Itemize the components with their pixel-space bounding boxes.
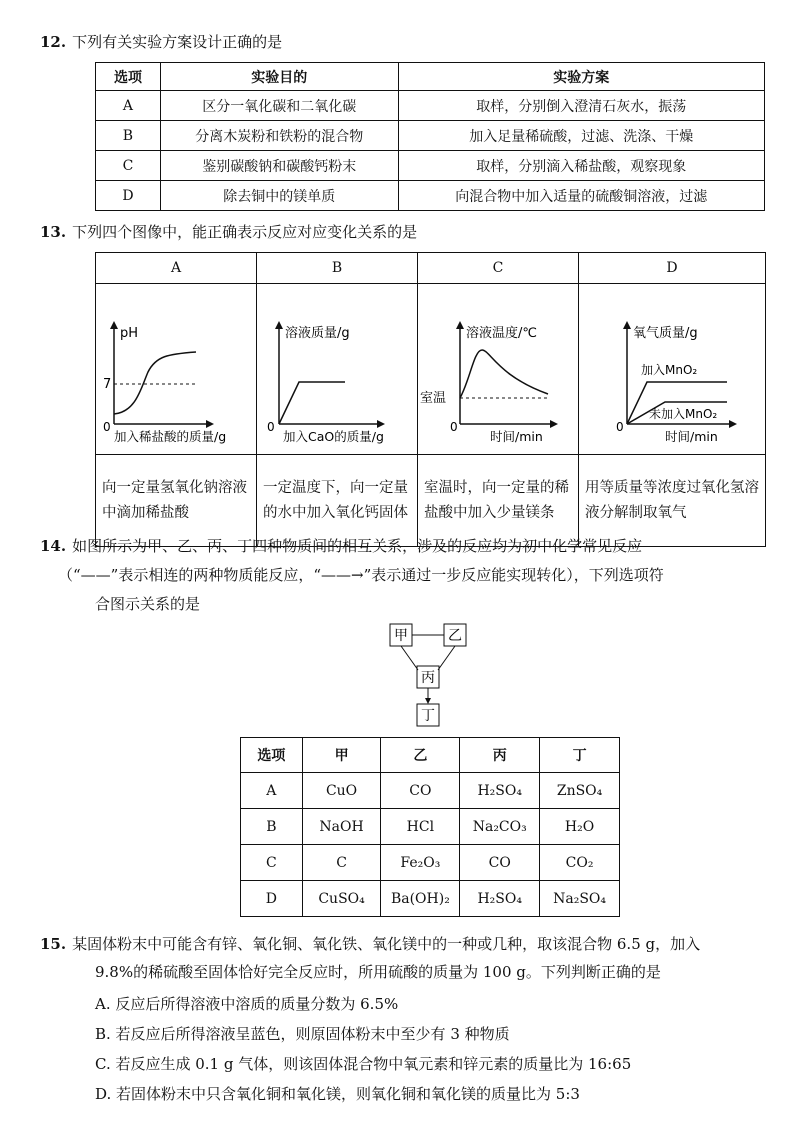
graph-b bbox=[257, 284, 417, 450]
question-number: 12. bbox=[40, 33, 67, 51]
origin-label: 0 bbox=[450, 420, 458, 434]
option-description: 室温时，向一定量的稀盐酸中加入少量镁条 bbox=[418, 455, 579, 547]
option-d: D. 若固体粉末中只含氧化铜和氧化镁，则氧化铜和氧化镁的质量比为 5:3 bbox=[95, 1085, 580, 1103]
option-letter: C bbox=[418, 253, 579, 284]
series-label-without-mno2: 未加入MnO₂ bbox=[649, 407, 718, 421]
table-cell: Fe₂O₃ bbox=[381, 845, 460, 881]
header-cell: 选项 bbox=[96, 63, 161, 91]
table-cell: 取样，分别倒入澄清石灰水，振荡 bbox=[398, 91, 764, 121]
ph-curve bbox=[114, 352, 196, 414]
question-12 bbox=[40, 30, 770, 54]
y-axis-label: 溶液温度/℃ bbox=[466, 326, 537, 341]
q12-table bbox=[95, 62, 765, 211]
node-d: 丁 bbox=[421, 708, 435, 724]
table-cell: CO₂ bbox=[540, 845, 620, 881]
table-cell: CO bbox=[381, 773, 460, 809]
graph-a bbox=[96, 284, 256, 450]
table-cell: CuO bbox=[302, 773, 381, 809]
table-cell: 区分一氧化碳和二氧化碳 bbox=[160, 91, 398, 121]
graph-cell-d bbox=[579, 284, 766, 455]
table-row bbox=[241, 773, 620, 809]
option-description: 一定温度下，向一定量的水中加入氧化钙固体 bbox=[257, 455, 418, 547]
x-axis-label: 时间/min bbox=[490, 429, 543, 444]
node-a: 甲 bbox=[394, 628, 408, 644]
table-cell: D bbox=[96, 181, 161, 211]
x-axis-label: 加入CaO的质量/g bbox=[283, 429, 384, 444]
header-cell: 实验方案 bbox=[398, 63, 764, 91]
graph-cell-b bbox=[257, 284, 418, 455]
option-a: A. 反应后所得溶液中溶质的质量分数为 6.5% bbox=[95, 995, 399, 1013]
origin-label: 0 bbox=[616, 420, 624, 434]
table-cell: 分离木炭粉和铁粉的混合物 bbox=[160, 121, 398, 151]
option-description: 用等质量等浓度过氧化氢溶液分解制取氧气 bbox=[579, 455, 766, 547]
table-cell: 向混合物中加入适量的硫酸铜溶液，过滤 bbox=[398, 181, 764, 211]
header-cell: 选项 bbox=[241, 738, 303, 773]
y-axis-label: pH bbox=[120, 326, 139, 341]
table-cell: B bbox=[96, 121, 161, 151]
option-b: B. 若反应后所得溶液呈蓝色，则原固体粉末中至少有 3 种物质 bbox=[95, 1025, 510, 1043]
y-axis-arrow bbox=[110, 321, 118, 329]
x-axis-arrow bbox=[550, 420, 558, 428]
question-stem-line: 合图示关系的是 bbox=[95, 595, 201, 613]
table-header-row bbox=[96, 63, 765, 91]
y-axis-arrow bbox=[456, 321, 464, 329]
x-axis-arrow bbox=[206, 420, 214, 428]
y-axis-label: 溶液质量/g bbox=[285, 326, 350, 341]
graph-row bbox=[96, 284, 766, 455]
table-cell: B bbox=[241, 809, 303, 845]
table-cell: H₂SO₄ bbox=[460, 773, 540, 809]
table-row bbox=[241, 845, 620, 881]
link-b-c bbox=[438, 646, 455, 670]
question-stem-line: 如图所示为甲、乙、丙、丁四种物质间的相互关系，涉及的反应均为初中化学常见反应 bbox=[72, 537, 643, 555]
option-description: 向一定量氢氧化钠溶液中滴加稀盐酸 bbox=[96, 455, 257, 547]
graph-c bbox=[418, 284, 578, 450]
table-cell: C bbox=[96, 151, 161, 181]
table-cell: 取样，分别滴入稀盐酸，观察现象 bbox=[398, 151, 764, 181]
table-cell: HCl bbox=[381, 809, 460, 845]
arrow-head bbox=[425, 698, 431, 704]
question-stem-line: 9.8%的稀硫酸至固体恰好完全反应时，所用硫酸的质量为 100 g。下列判断正确的是 bbox=[95, 963, 661, 981]
series-label-with-mno2: 加入MnO₂ bbox=[641, 363, 698, 377]
question-number: 13. bbox=[40, 223, 67, 241]
table-cell: A bbox=[241, 773, 303, 809]
question-stem-line: （“——”表示相连的两种物质能反应，“——→”表示通过一步反应能实现转化），下列选项符 bbox=[58, 566, 664, 584]
header-cell: 甲 bbox=[302, 738, 381, 773]
table-cell: ZnSO₄ bbox=[540, 773, 620, 809]
question-13 bbox=[40, 220, 770, 244]
temperature-curve bbox=[460, 350, 548, 398]
x-axis-label: 加入稀盐酸的质量/g bbox=[114, 429, 227, 444]
graph-cell-c bbox=[418, 284, 579, 455]
table-header-row bbox=[96, 253, 766, 284]
question-number: 15. bbox=[40, 935, 67, 953]
table-cell: A bbox=[96, 91, 161, 121]
question-number: 14. bbox=[40, 537, 67, 555]
y-axis-arrow bbox=[623, 321, 631, 329]
relation-diagram bbox=[380, 618, 490, 730]
table-cell: 鉴别碳酸钠和碳酸钙粉末 bbox=[160, 151, 398, 181]
table-row bbox=[96, 121, 765, 151]
table-row bbox=[96, 151, 765, 181]
table-cell: C bbox=[241, 845, 303, 881]
mass-curve bbox=[279, 382, 345, 424]
table-cell: Na₂SO₄ bbox=[540, 881, 620, 917]
table-row bbox=[96, 181, 765, 211]
link-a-c bbox=[401, 646, 418, 670]
table-row bbox=[241, 881, 620, 917]
question-stem: 下列四个图像中，能正确表示反应对应变化关系的是 bbox=[72, 223, 418, 241]
x-axis-arrow bbox=[377, 420, 385, 428]
node-b: 乙 bbox=[448, 628, 462, 644]
table-cell: Ba(OH)₂ bbox=[381, 881, 460, 917]
y-axis-arrow bbox=[275, 321, 283, 329]
option-letter: A bbox=[96, 253, 257, 284]
neutral-mark: 7 bbox=[103, 377, 112, 392]
table-cell: D bbox=[241, 881, 303, 917]
x-axis-label: 时间/min bbox=[665, 429, 718, 444]
table-cell: C bbox=[302, 845, 381, 881]
q13-table bbox=[95, 252, 766, 547]
node-c: 丙 bbox=[421, 670, 435, 686]
header-cell: 丁 bbox=[540, 738, 620, 773]
question-stem-line: 某固体粉末中可能含有锌、氧化铜、氧化铁、氧化镁中的一种或几种，取该混合物 6.5 g，加入 bbox=[72, 935, 701, 953]
y-axis-label: 氧气质量/g bbox=[633, 326, 698, 341]
table-cell: 除去铜中的镁单质 bbox=[160, 181, 398, 211]
question-15 bbox=[40, 930, 770, 986]
table-cell: NaOH bbox=[302, 809, 381, 845]
header-cell: 丙 bbox=[460, 738, 540, 773]
header-cell: 乙 bbox=[381, 738, 460, 773]
table-cell: CuSO₄ bbox=[302, 881, 381, 917]
table-cell: H₂SO₄ bbox=[460, 881, 540, 917]
table-row bbox=[241, 809, 620, 845]
question-14 bbox=[40, 532, 770, 619]
table-row bbox=[96, 91, 765, 121]
table-cell: 加入足量稀硫酸，过滤、洗涤、干燥 bbox=[398, 121, 764, 151]
graph-d bbox=[579, 284, 765, 450]
room-temp-mark: 室温 bbox=[420, 391, 447, 406]
x-axis-arrow bbox=[729, 420, 737, 428]
origin-label: 0 bbox=[103, 420, 111, 434]
graph-cell-a bbox=[96, 284, 257, 455]
origin-label: 0 bbox=[267, 420, 275, 434]
table-cell: H₂O bbox=[540, 809, 620, 845]
option-letter: B bbox=[257, 253, 418, 284]
q14-table bbox=[240, 737, 620, 917]
option-letter: D bbox=[579, 253, 766, 284]
table-cell: Na₂CO₃ bbox=[460, 809, 540, 845]
table-cell: CO bbox=[460, 845, 540, 881]
table-header-row bbox=[241, 738, 620, 773]
option-c: C. 若反应生成 0.1 g 气体，则该固体混合物中氧元素和锌元素的质量比为 16:65 bbox=[95, 1055, 632, 1073]
question-stem: 下列有关实验方案设计正确的是 bbox=[72, 33, 283, 51]
header-cell: 实验目的 bbox=[160, 63, 398, 91]
